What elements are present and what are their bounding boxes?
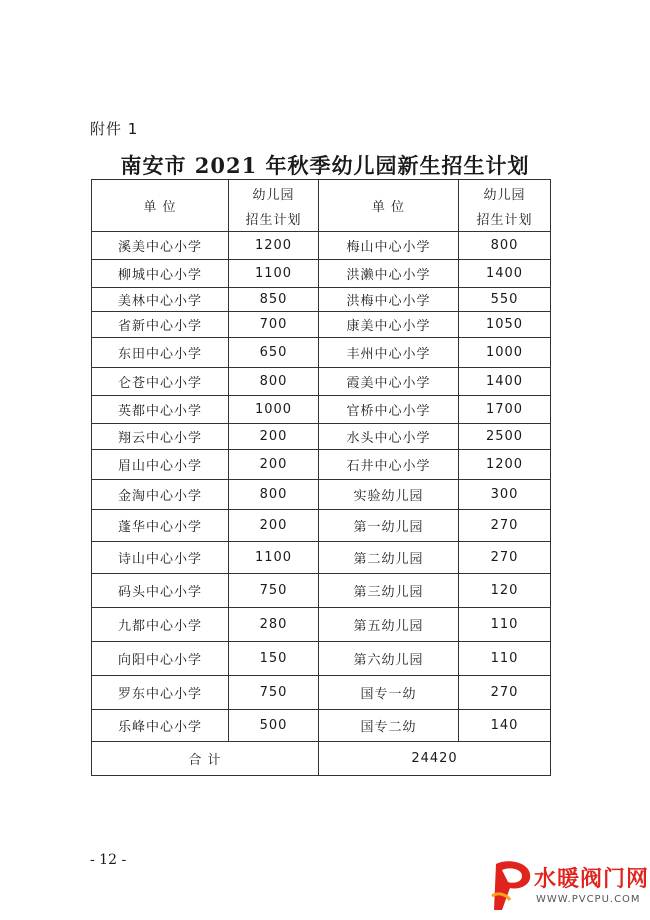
table-row [92, 260, 551, 288]
right-plan-cell: 270 [459, 676, 551, 710]
left-unit-cell: 眉山中心小学 [92, 450, 229, 480]
right-plan-cell: 1400 [459, 368, 551, 396]
left-plan-cell: 150 [229, 642, 319, 676]
right-plan-cell: 2500 [459, 424, 551, 450]
left-unit-cell: 码头中心小学 [92, 574, 229, 608]
left-plan-cell: 200 [229, 450, 319, 480]
table-row [92, 642, 551, 676]
right-plan-cell: 110 [459, 608, 551, 642]
document-title: 南安市 2021 年秋季幼儿园新生招生计划 [120, 153, 530, 178]
left-plan-cell: 750 [229, 574, 319, 608]
header-plan-right-line1: 幼儿园 [483, 187, 526, 203]
left-unit-cell: 九都中心小学 [92, 608, 229, 642]
right-unit-cell: 梅山中心小学 [319, 232, 459, 260]
right-unit-cell: 第五幼儿园 [319, 608, 459, 642]
table-body [92, 232, 551, 742]
right-unit-cell: 水头中心小学 [319, 424, 459, 450]
left-unit-cell: 蓬华中心小学 [92, 510, 229, 542]
right-unit-cell: 国专二幼 [319, 710, 459, 742]
right-unit-cell: 康美中心小学 [319, 312, 459, 338]
table-total-row [92, 742, 551, 776]
left-unit-cell: 向阳中心小学 [92, 642, 229, 676]
header-plan-left [229, 180, 319, 232]
left-unit-cell: 柳城中心小学 [92, 260, 229, 288]
right-unit-cell: 国专一幼 [319, 676, 459, 710]
left-plan-cell: 1200 [229, 232, 319, 260]
left-plan-cell: 750 [229, 676, 319, 710]
right-plan-cell: 800 [459, 232, 551, 260]
left-plan-cell: 200 [229, 510, 319, 542]
left-unit-cell: 东田中心小学 [92, 338, 229, 368]
left-plan-cell: 280 [229, 608, 319, 642]
page-number: - 12 - [90, 852, 127, 868]
right-plan-cell: 1700 [459, 396, 551, 424]
left-plan-cell: 850 [229, 288, 319, 312]
right-unit-cell: 第三幼儿园 [319, 574, 459, 608]
left-unit-cell: 翔云中心小学 [92, 424, 229, 450]
right-unit-cell: 石井中心小学 [319, 450, 459, 480]
right-plan-cell: 1400 [459, 260, 551, 288]
table-row [92, 396, 551, 424]
left-plan-cell: 1100 [229, 542, 319, 574]
left-unit-cell: 诗山中心小学 [92, 542, 229, 574]
left-plan-cell: 800 [229, 368, 319, 396]
total-value: 24420 [319, 742, 551, 776]
table-row [92, 450, 551, 480]
header-unit-right: 单 位 [319, 180, 459, 232]
table-row [92, 312, 551, 338]
total-label: 合 计 [92, 742, 319, 776]
table-row [92, 480, 551, 510]
table-row [92, 710, 551, 742]
right-unit-cell: 第六幼儿园 [319, 642, 459, 676]
table-row [92, 232, 551, 260]
right-unit-cell: 实验幼儿园 [319, 480, 459, 510]
left-unit-cell: 英都中心小学 [92, 396, 229, 424]
attachment-label: 附件 1 [90, 120, 139, 138]
left-plan-cell: 800 [229, 480, 319, 510]
left-unit-cell: 乐峰中心小学 [92, 710, 229, 742]
table-row [92, 424, 551, 450]
left-plan-cell: 1100 [229, 260, 319, 288]
table-row [92, 574, 551, 608]
left-plan-cell: 650 [229, 338, 319, 368]
left-unit-cell: 美林中心小学 [92, 288, 229, 312]
left-plan-cell: 200 [229, 424, 319, 450]
header-plan-left-line1: 幼儿园 [252, 187, 295, 203]
right-plan-cell: 140 [459, 710, 551, 742]
right-unit-cell: 官桥中心小学 [319, 396, 459, 424]
left-plan-cell: 700 [229, 312, 319, 338]
header-plan-left-line2: 招生计划 [245, 212, 302, 228]
valve-logo-icon [488, 856, 534, 914]
right-plan-cell: 110 [459, 642, 551, 676]
left-unit-cell: 仑苍中心小学 [92, 368, 229, 396]
left-unit-cell: 罗东中心小学 [92, 676, 229, 710]
table-header-row [92, 180, 551, 232]
right-unit-cell: 洪濑中心小学 [319, 260, 459, 288]
right-unit-cell: 洪梅中心小学 [319, 288, 459, 312]
left-unit-cell: 溪美中心小学 [92, 232, 229, 260]
table-row [92, 288, 551, 312]
enrollment-plan-table [91, 179, 551, 776]
right-plan-cell: 1200 [459, 450, 551, 480]
watermark-logo [488, 856, 650, 916]
right-unit-cell: 丰州中心小学 [319, 338, 459, 368]
right-plan-cell: 270 [459, 510, 551, 542]
right-plan-cell: 550 [459, 288, 551, 312]
right-plan-cell: 300 [459, 480, 551, 510]
header-plan-right [459, 180, 551, 232]
right-unit-cell: 第二幼儿园 [319, 542, 459, 574]
table-row [92, 608, 551, 642]
header-plan-right-line2: 招生计划 [476, 212, 533, 228]
right-plan-cell: 270 [459, 542, 551, 574]
left-unit-cell: 省新中心小学 [92, 312, 229, 338]
left-plan-cell: 1000 [229, 396, 319, 424]
left-unit-cell: 金淘中心小学 [92, 480, 229, 510]
right-plan-cell: 120 [459, 574, 551, 608]
left-plan-cell: 500 [229, 710, 319, 742]
table-row [92, 510, 551, 542]
right-unit-cell: 霞美中心小学 [319, 368, 459, 396]
right-plan-cell: 1000 [459, 338, 551, 368]
table-row [92, 542, 551, 574]
right-plan-cell: 1050 [459, 312, 551, 338]
right-unit-cell: 第一幼儿园 [319, 510, 459, 542]
table-row [92, 338, 551, 368]
watermark-name: 水暖阀门网 [534, 867, 650, 892]
watermark-url: WWW.PVCPU.COM [536, 894, 641, 905]
table-row [92, 676, 551, 710]
header-unit-left: 单 位 [92, 180, 229, 232]
table-row [92, 368, 551, 396]
